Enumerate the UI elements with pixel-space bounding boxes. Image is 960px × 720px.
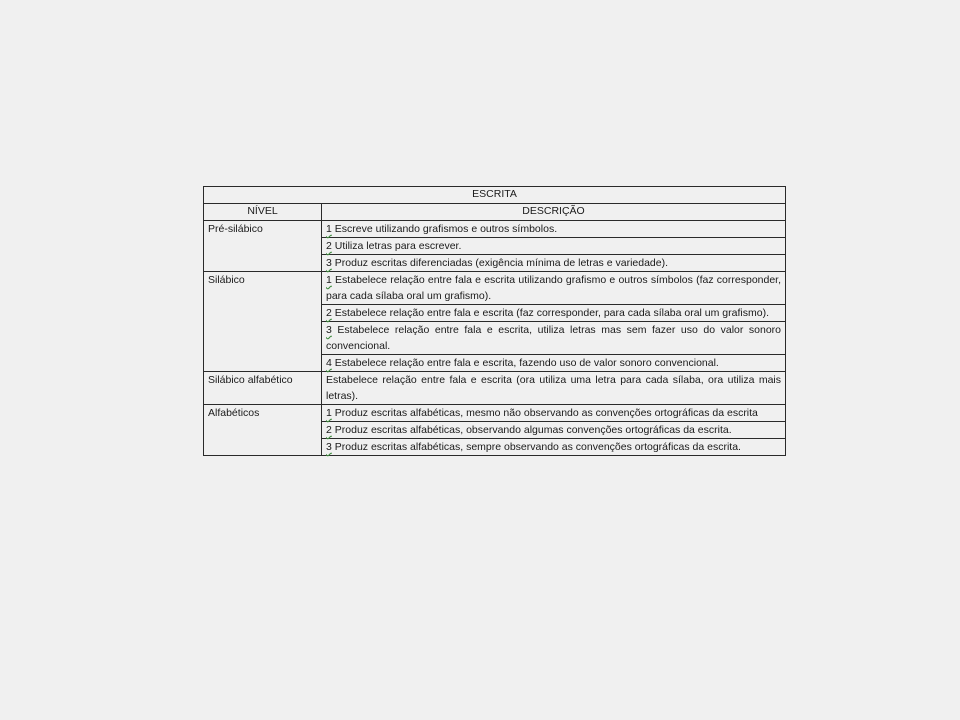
descricao-cell [322, 372, 786, 405]
table-header-row [204, 204, 786, 221]
item-text: Produz escritas alfabéticas, observando algumas convenções ortográficas da escrita. [331, 424, 732, 436]
item-text: Estabelece relação entre fala e escrita (ora utiliza uma letra para cada sílaba, ora utiliza mais letras). [326, 374, 782, 402]
descricao-cell [322, 355, 786, 372]
item-number: 3 [326, 324, 332, 336]
item-number: 1 [326, 274, 332, 286]
item-text: Utiliza letras para escrever. [331, 240, 462, 252]
item-number: 3 [326, 257, 332, 269]
item-number: 2 [326, 424, 332, 436]
nivel-silabico: Silábico [204, 272, 322, 372]
item-text: Produz escritas alfabéticas, mesmo não observando as convenções ortográficas da escrita [331, 407, 758, 419]
descricao-cell [322, 305, 786, 322]
item-text: Estabelece relação entre fala e escrita (faz corresponder, para cada sílaba oral um grafismo). [331, 307, 769, 319]
descricao-cell [322, 422, 786, 439]
descricao-cell [322, 405, 786, 422]
item-text: Produz escritas diferenciadas (exigência mínima de letras e variedade). [331, 257, 669, 269]
nivel-alfabeticos: Alfabéticos [204, 405, 322, 456]
table-title-row [204, 187, 786, 204]
nivel-pre-silabico: Pré-silábico [204, 221, 322, 272]
table-title: ESCRITA [204, 187, 786, 204]
header-nivel: NÍVEL [204, 204, 322, 221]
item-number: 3 [326, 441, 332, 453]
item-number: 1 [326, 407, 332, 419]
table-row [204, 272, 786, 305]
item-text: Escreve utilizando grafismos e outros símbolos. [331, 223, 558, 235]
escrita-table [203, 186, 786, 456]
item-number: 2 [326, 307, 332, 319]
descricao-cell [322, 255, 786, 272]
table-row [204, 221, 786, 238]
item-number: 2 [326, 240, 332, 252]
header-descricao: DESCRIÇÃO [322, 204, 786, 221]
descricao-cell [322, 439, 786, 456]
item-text: Produz escritas alfabéticas, sempre observando as convenções ortográficas da escrita. [331, 441, 741, 453]
descricao-cell [322, 272, 786, 305]
item-text: Estabelece relação entre fala e escrita utilizando grafismo e outros símbolos (faz corresponder, para cada sílaba oral um grafismo). [326, 274, 782, 302]
table-row [204, 372, 786, 405]
item-text: Estabelece relação entre fala e escrita, utiliza letras mas sem fazer uso do valor sonoro convencional. [326, 324, 782, 352]
descricao-cell [322, 322, 786, 355]
descricao-cell [322, 221, 786, 238]
item-number: 4 [326, 357, 332, 369]
item-text: Estabelece relação entre fala e escrita, fazendo uso de valor sonoro convencional. [331, 357, 719, 369]
descricao-cell [322, 238, 786, 255]
document-page [203, 186, 785, 456]
item-number: 1 [326, 223, 332, 235]
table-row [204, 405, 786, 422]
nivel-silabico-alfabetico: Silábico alfabético [204, 372, 322, 405]
